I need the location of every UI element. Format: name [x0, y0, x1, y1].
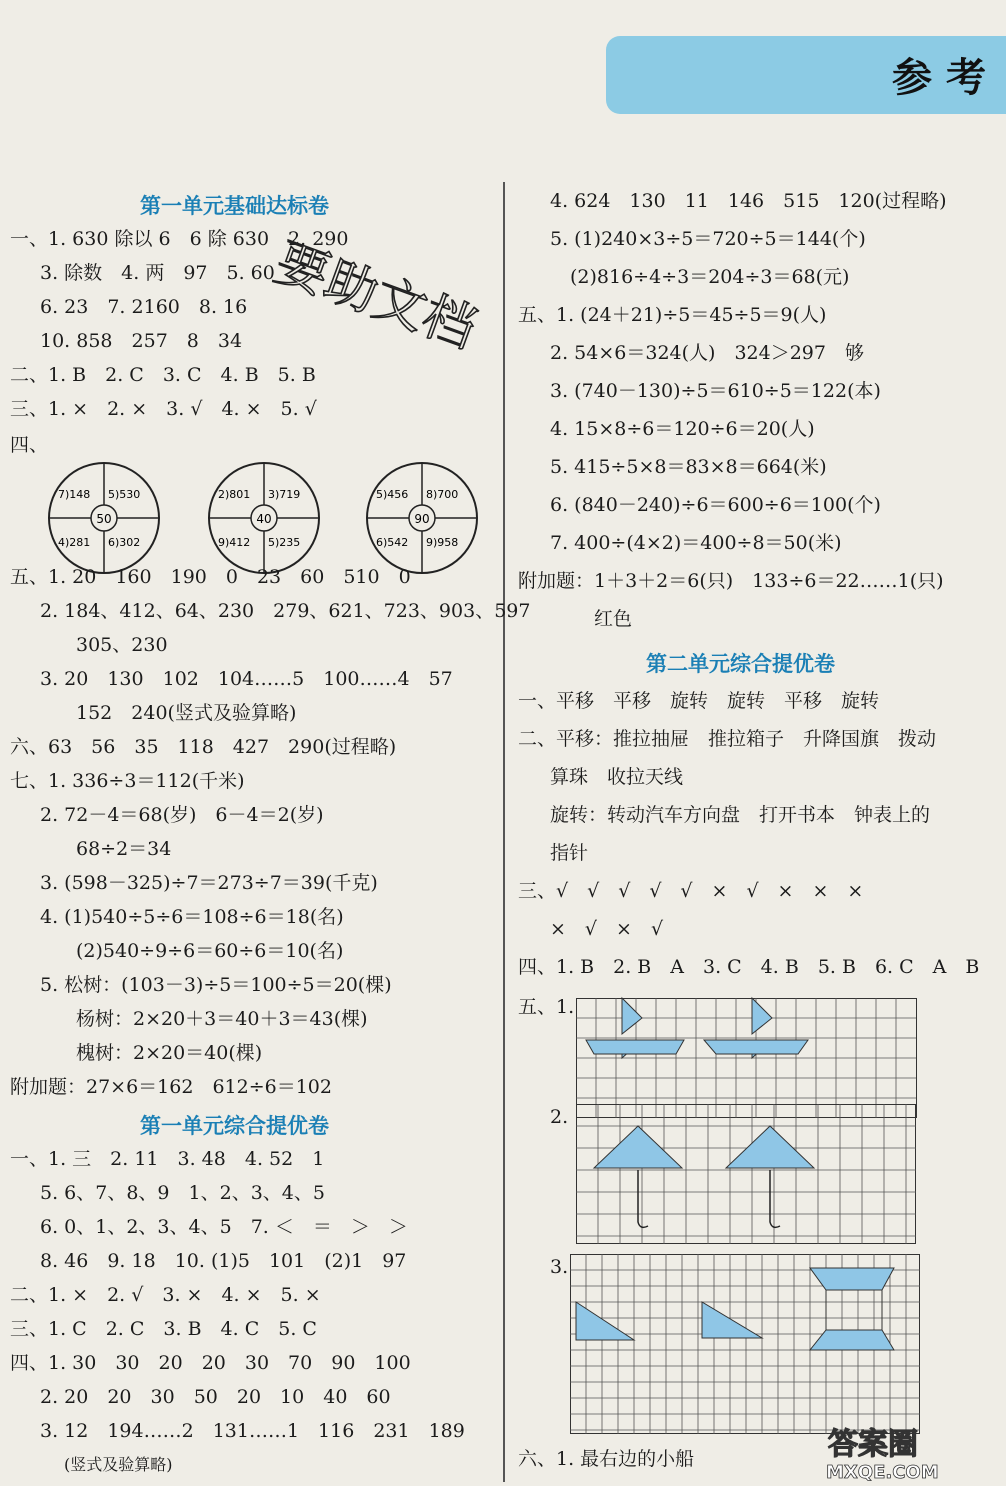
header-banner [606, 36, 1006, 114]
answer-line: 3. (598－325)÷7＝273÷7＝39(千克) [40, 872, 378, 894]
answer-line: 六、1. 最右边的小船 [518, 1448, 695, 1470]
answer-line: 三、1. C 2. C 3. B 4. C 5. C [10, 1318, 317, 1340]
answer-line: 6. (840－240)÷6＝600÷6＝100(个) [550, 494, 881, 516]
division-wheel [206, 460, 322, 576]
answer-line: 四、1. B 2. B A 3. C 4. B 5. B 6. C A B [518, 956, 980, 978]
answer-line: 3. 20 130 102 104……5 100……4 57 [40, 668, 453, 690]
answer-line: 6. 23 7. 2160 8. 16 [40, 296, 248, 318]
answer-line: 三、√ √ √ √ √ × √ × × × [518, 880, 864, 902]
answer-line: 五、1. 20 160 190 0 23 60 510 0 [10, 566, 411, 588]
answer-line: 六、63 56 35 118 427 290(过程略) [10, 736, 397, 758]
answer-line: 七、1. 336÷3＝112(千米) [10, 770, 245, 792]
section-heading-unit1-advanced: 第一单元综合提优卷 [140, 1114, 329, 1138]
wheel-center: 90 [414, 512, 430, 526]
answer-line: 杨树：2×20＋3＝40＋3＝43(棵) [76, 1008, 368, 1030]
answer-line: 一、平移 平移 旋转 旋转 平移 旋转 [518, 690, 880, 712]
answer-line: 槐树：2×20＝40(棵) [76, 1042, 263, 1064]
answer-line: 3. (740－130)÷5＝610÷5＝122(本) [550, 380, 881, 402]
answer-line: 5. 415÷5×8＝83×8＝664(米) [550, 456, 827, 478]
answer-line: 4. 624 130 11 146 515 120(过程略) [550, 190, 947, 212]
answer-line: 5. (1)240×3÷5＝720÷5＝144(个) [550, 228, 866, 250]
handwritten-watermark [238, 232, 484, 426]
answer-line: 四、1. 30 30 20 20 30 70 90 100 [10, 1352, 411, 1374]
column-divider [503, 182, 505, 1482]
division-wheel [364, 460, 480, 576]
wheel-cell: 5)456 [376, 488, 409, 501]
answer-line: 10. 858 257 8 34 [40, 330, 243, 352]
answer-line: 附加题：1＋3＋2＝6(只) 133÷6＝22……1(只) [518, 570, 944, 592]
watermark-text: 要助文档 [267, 232, 484, 361]
wheel-cell: 6)542 [376, 536, 409, 549]
answer-line: 305、230 [76, 634, 168, 656]
wheel-cell: 5)530 [108, 488, 141, 501]
answer-line: (2)816÷4÷3＝204÷3＝68(元) [570, 266, 850, 288]
answer-line: 7. 400÷(4×2)＝400÷8＝50(米) [550, 532, 842, 554]
wheel-cell: 6)302 [108, 536, 141, 549]
answer-line: 三、1. × 2. × 3. √ 4. × 5. √ [10, 398, 317, 420]
answer-line: 4. 15×8÷6＝120÷6＝20(人) [550, 418, 815, 440]
wheel-cell: 5)235 [268, 536, 301, 549]
answer-line: 算珠 收拉天线 [550, 766, 684, 788]
logo-url: MXQE.COM [826, 1462, 939, 1483]
answer-line: 3. 12 194……2 131……1 116 231 189 [40, 1420, 465, 1442]
answer-line: 附加题：27×6＝162 612÷6＝102 [10, 1076, 332, 1098]
answer-line: 五、1. [518, 996, 575, 1018]
answer-line: 68÷2＝34 [76, 838, 172, 860]
answer-line: × √ × √ [550, 918, 664, 940]
answer-line: 2. [550, 1106, 569, 1128]
answer-line: 旋转：转动汽车方向盘 打开书本 钟表上的 [550, 804, 931, 826]
answer-line: 二、1. × 2. √ 3. × 4. × 5. × [10, 1284, 321, 1306]
division-wheel [46, 460, 162, 576]
answer-line: 一、1. 三 2. 11 3. 48 4. 52 1 [10, 1148, 325, 1170]
answer-line: 2. 184、412、64、230 279、621、723、903、597 [40, 600, 531, 622]
answer-line: 6. 0、1、2、3、4、5 7. ＜ ＝ ＞ ＞ [40, 1216, 408, 1238]
answer-line: 二、平移：推拉抽屉 推拉箱子 升降国旗 拨动 [518, 728, 937, 750]
answer-line: 4. (1)540÷5÷6＝108÷6＝18(名) [40, 906, 344, 928]
answer-line: 8. 46 9. 18 10. (1)5 101 (2)1 97 [40, 1250, 407, 1272]
answer-line: 5. 松树：(103－3)÷5＝100÷5＝20(棵) [40, 974, 392, 996]
answer-line: 152 240(竖式及验算略) [76, 702, 297, 724]
grid-figure-2 [576, 1104, 916, 1244]
wheel-center: 50 [96, 512, 112, 526]
answer-line: 2. 54×6＝324(人) 324＞297 够 [550, 342, 864, 364]
answer-line: 指针 [550, 842, 589, 864]
wheel-cell: 4)281 [58, 536, 91, 549]
answer-line: 3. 除数 4. 两 97 5. 60 [40, 262, 275, 284]
answer-line: 5. 6、7、8、9 1、2、3、4、5 [40, 1182, 325, 1204]
grid-figure-3 [570, 1254, 920, 1434]
page-title: 参考 [892, 55, 1000, 101]
wheel-center: 40 [256, 512, 272, 526]
answer-line: 二、1. B 2. C 3. C 4. B 5. B [10, 364, 316, 386]
wheel-cell: 9)412 [218, 536, 251, 549]
answer-line: 2. 20 20 30 50 20 10 40 60 [40, 1386, 391, 1408]
answer-line: 五、1. (24＋21)÷5＝45÷5＝9(人) [518, 304, 827, 326]
answer-line: 一、1. 630 除以 6 6 除 630 2. 290 [10, 228, 349, 250]
answer-line: 3. [550, 1256, 569, 1278]
wheel-cell: 9)958 [426, 536, 459, 549]
answer-line: 2. 72－4＝68(岁) 6－4＝2(岁) [40, 804, 324, 826]
wheel-cell: 3)719 [268, 488, 301, 501]
logo-text: 答案圈 [828, 1427, 918, 1462]
section-heading-unit1-basic: 第一单元基础达标卷 [140, 194, 329, 218]
answer-line: (竖式及验算略) [64, 1455, 173, 1474]
section-heading-unit2-advanced: 第二单元综合提优卷 [646, 652, 835, 676]
answer-line: 四、 [10, 434, 49, 456]
grid-figure-1 [576, 998, 918, 1118]
wheel-cell: 7)148 [58, 488, 91, 501]
wheel-cell: 8)700 [426, 488, 459, 501]
wheel-cell: 2)801 [218, 488, 251, 501]
site-logo [820, 1420, 998, 1482]
answer-line: (2)540÷9÷6＝60÷6＝10(名) [76, 940, 344, 962]
answer-line: 红色 [594, 608, 633, 630]
